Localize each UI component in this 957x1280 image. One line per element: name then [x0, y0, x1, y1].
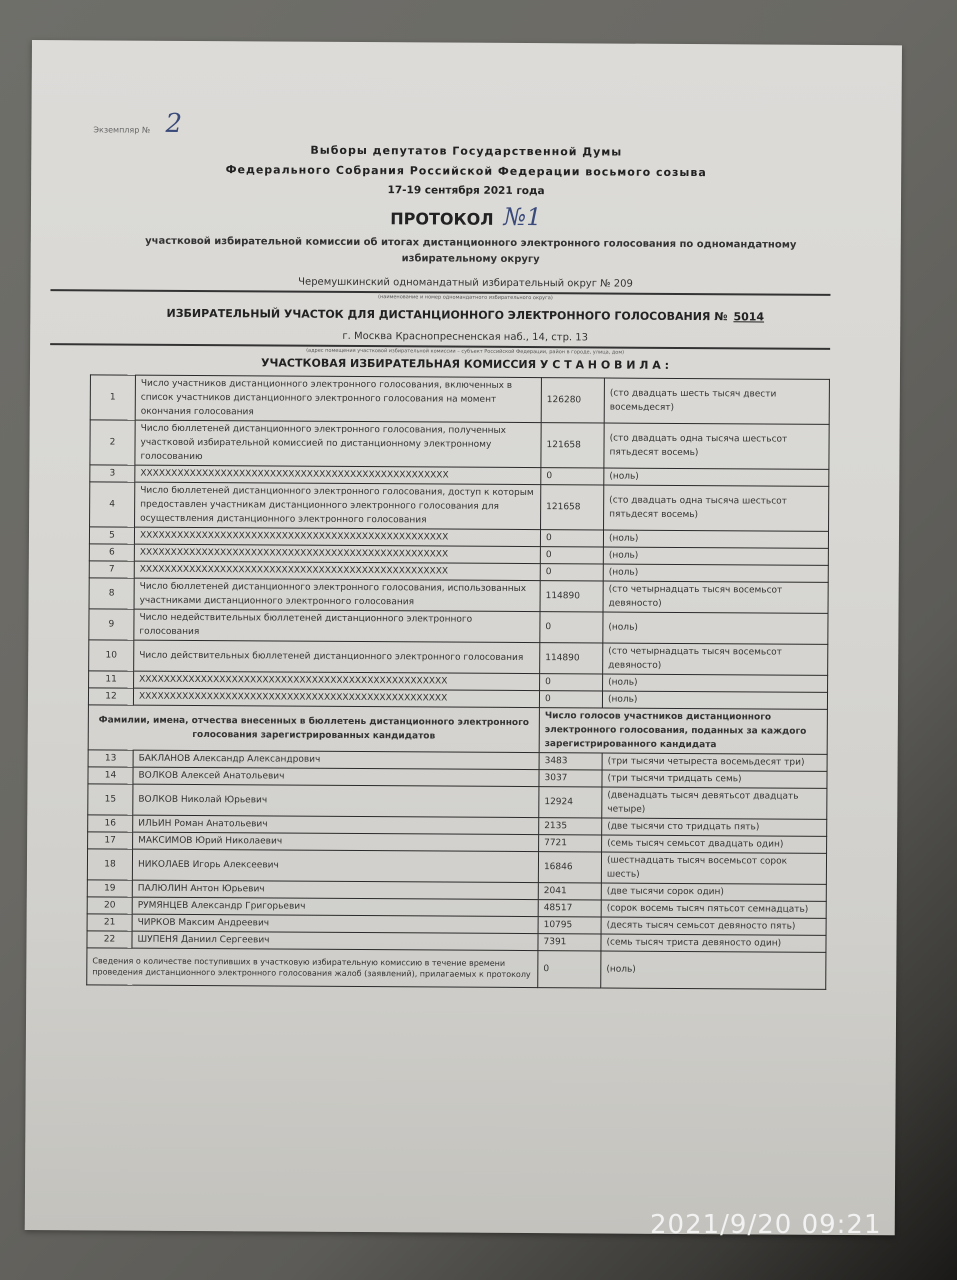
election-title-line1: Выборы депутатов Государственной Думы: [310, 143, 623, 159]
row-value-words: (сто четырнадцать тысяч восемьсот девяносто): [603, 643, 828, 675]
candidate-votes: 7721: [539, 835, 602, 852]
row-number: 6: [89, 544, 134, 561]
candidate-votes-words: (семь тысяч триста девяносто один): [601, 934, 826, 952]
row-number: 22: [87, 931, 132, 948]
candidate-name: БАКЛАНОВ Александр Александрович: [133, 750, 539, 769]
candidate-votes: 10795: [538, 917, 601, 934]
row-number: 20: [87, 897, 132, 914]
candidate-votes-words: (семь тысяч семьсот двадцать один): [602, 835, 827, 853]
candidates-header-row: [88, 705, 827, 755]
protocol-heading: [31, 200, 901, 233]
row-description: XXXXXXXXXXXXXXXXXXXXXXXXXXXXXXXXXXXXXXXXXXXXXXXXXX: [134, 527, 540, 546]
row-number: 18: [87, 849, 132, 880]
protocol-document: [25, 40, 902, 1235]
candidate-name: ВОЛКОВ Алексей Анатольевич: [133, 767, 539, 786]
protocol-title: ПРОТОКОЛ: [390, 209, 494, 229]
candidate-votes-words: (десять тысяч семьсот девяносто пять): [601, 917, 826, 935]
candidate-name: МАКСИМОВ Юрий Николаевич: [133, 832, 539, 851]
row-value: 0: [541, 468, 604, 485]
station-label: ИЗБИРАТЕЛЬНЫЙ УЧАСТОК ДЛЯ ДИСТАНЦИОННОГО ЭЛЕКТРОННОГО ГОЛОСОВАНИЯ №: [166, 306, 728, 324]
complaints-row: [87, 948, 826, 990]
row-number: 3: [90, 465, 135, 482]
candidate-name: ПАЛЮЛИН Антон Юрьевич: [132, 880, 538, 899]
candidate-votes-words: (две тысячи сорок один): [601, 883, 826, 901]
election-title-line2: Федерального Собрания Российской Федерации восьмого созыва: [225, 163, 707, 180]
station-address: г. Москва Краснопресненская наб., 14, стр. 13: [342, 330, 589, 344]
candidate-name: ЧИРКОВ Максим Андреевич: [132, 914, 538, 933]
commission-established-heading: УЧАСТКОВАЯ ИЗБИРАТЕЛЬНАЯ КОМИССИЯ У С Т А Н О В И Л А :: [261, 356, 670, 372]
row-value: 114890: [540, 581, 603, 612]
candidate-name: ВОЛКОВ Николай Юрьевич: [133, 784, 539, 817]
table-row: [90, 482, 829, 532]
row-value: 0: [540, 547, 603, 564]
row-number: 7: [89, 561, 134, 578]
table-row: [90, 375, 829, 425]
row-value: 0: [540, 530, 603, 547]
copy-number-handwritten: 2: [165, 108, 183, 139]
candidate-votes-words: (двенадцать тысяч девятьсот двадцать четыре): [602, 787, 827, 819]
row-value: 0: [540, 612, 603, 643]
row-value: 121658: [541, 485, 604, 530]
row-value: 0: [539, 691, 602, 708]
candidate-votes-words: (две тысячи сто тридцать пять): [602, 818, 827, 836]
candidate-votes: 2041: [538, 883, 601, 900]
protocol-table: [86, 374, 830, 990]
election-dates: 17-19 сентября 2021 года: [387, 184, 545, 198]
candidate-name: ИЛЬИН Роман Анатольевич: [133, 815, 539, 834]
table-row: [89, 640, 828, 676]
row-description: Число бюллетеней дистанционного электронного голосования, использованных участниками дистанционного электронного голосования: [134, 578, 540, 611]
row-description: XXXXXXXXXXXXXXXXXXXXXXXXXXXXXXXXXXXXXXXXXXXXXXXXXX: [135, 465, 541, 484]
copy-label: Экземпляр №: [93, 125, 151, 135]
row-description: XXXXXXXXXXXXXXXXXXXXXXXXXXXXXXXXXXXXXXXXXXXXXXXXXX: [134, 544, 540, 563]
row-value-words: (ноль): [603, 530, 828, 548]
row-number: 4: [90, 482, 135, 527]
row-number: 2: [90, 420, 135, 465]
row-value: 121658: [541, 423, 604, 468]
row-number: 12: [88, 688, 133, 705]
row-number: 16: [88, 815, 133, 832]
protocol-subtitle: участковой избирательной комиссии об итогах дистанционного электронного голосования по одномандатному избирательному округу: [145, 235, 797, 266]
row-number: 5: [89, 527, 134, 544]
row-number: 14: [88, 767, 133, 784]
candidate-name: ШУПЕНЯ Даниил Сергеевич: [132, 931, 538, 950]
row-number: 9: [89, 609, 134, 640]
candidate-votes: 48517: [538, 900, 601, 917]
row-value-words: (ноль): [604, 468, 829, 486]
row-number: 1: [90, 375, 135, 420]
candidate-votes-words: (три тысячи четыреста восемьдесят три): [602, 753, 827, 771]
row-description: XXXXXXXXXXXXXXXXXXXXXXXXXXXXXXXXXXXXXXXXXXXXXXXXXX: [134, 671, 540, 690]
candidate-votes: 3037: [539, 770, 602, 787]
row-value: 126280: [541, 378, 604, 423]
table-row: [90, 420, 829, 470]
row-value-words: (сто двадцать одна тысяча шестьсот пятьдесят восемь): [604, 423, 829, 469]
candidate-votes: 2135: [539, 818, 602, 835]
candidate-name: НИКОЛАЕВ Игорь Алексеевич: [132, 849, 538, 882]
complaints-value: 0: [538, 951, 601, 988]
row-number: 8: [89, 578, 134, 609]
row-description: XXXXXXXXXXXXXXXXXXXXXXXXXXXXXXXXXXXXXXXXXXXXXXXXXX: [134, 561, 540, 580]
row-description: Число бюллетеней дистанционного электронного голосования, доступ к которым предоставлен участникам дистанционного электронного голосования для осуществления дистанционного электронного голосования: [135, 482, 541, 529]
row-value-words: (ноль): [603, 564, 828, 582]
protocol-number-handwritten: №1: [503, 202, 542, 232]
row-value-words: (ноль): [603, 547, 828, 565]
candidate-votes: 3483: [539, 753, 602, 770]
row-number: 17: [88, 832, 133, 849]
row-description: Число недействительных бюллетеней дистанционного электронного голосования: [134, 609, 540, 642]
row-value: 114890: [540, 643, 603, 674]
row-value: 0: [540, 674, 603, 691]
candidate-votes-words: (три тысячи тридцать семь): [602, 770, 827, 788]
row-value-words: (сто двадцать одна тысяча шестьсот пятьдесят восемь): [604, 485, 829, 531]
station-number: 5014: [733, 310, 765, 324]
row-value: 0: [540, 564, 603, 581]
row-number: 11: [89, 671, 134, 688]
candidate-votes: 16846: [538, 852, 601, 883]
address-caption: (адрес помещения участковой избирательной комиссии – субъект Российской Федерации, район в городе, улица, дом): [306, 347, 625, 356]
district-caption: (наименование и номер одномандатного избирательного округа): [378, 294, 553, 302]
district-name: Черемушкинский одномандатный избирательный округ № 209: [298, 276, 633, 290]
candidate-row: [87, 849, 826, 885]
candidate-votes: 12924: [539, 787, 602, 818]
row-number: 21: [87, 914, 132, 931]
row-description: XXXXXXXXXXXXXXXXXXXXXXXXXXXXXXXXXXXXXXXXXXXXXXXXXX: [133, 688, 539, 707]
candidate-name: РУМЯНЦЕВ Александр Григорьевич: [132, 897, 538, 916]
candidate-row: [88, 784, 827, 820]
row-value-words: (ноль): [603, 674, 828, 692]
candidate-votes-words: (шестнадцать тысяч восемьсот сорок шесть): [601, 852, 826, 884]
row-value-words: (ноль): [603, 612, 828, 644]
row-number: 10: [89, 640, 134, 671]
photo-timestamp: 2021/9/20 09:21: [650, 1210, 882, 1240]
row-value-words: (сто четырнадцать тысяч восемьсот девяносто): [603, 581, 828, 613]
table-row: [89, 609, 828, 645]
table-row: [89, 578, 828, 614]
row-number: 15: [88, 784, 133, 815]
candidate-votes: 7391: [538, 934, 601, 951]
row-value-words: (сто двадцать шесть тысяч двести восемьдесят): [604, 378, 829, 424]
row-number: 19: [87, 880, 132, 897]
candidates-names-header: Фамилии, имена, отчества внесенных в бюллетень дистанционного электронного голосования зарегистрированных кандидатов: [88, 705, 539, 753]
row-description: Число участников дистанционного электронного голосования, включенных в список участников дистанционного электронного голосования на момент окончания голосования: [135, 375, 541, 422]
complaints-description: Сведения о количестве поступивших в участковую избирательную комиссию в течение времени проведения дистанционного электронного голосования жалоб (заявлений), прилагаемых к протоколу: [87, 948, 538, 988]
row-description: Число бюллетеней дистанционного электронного голосования, полученных участковой избирательной комиссией по дистанционному электронному голосованию: [135, 420, 541, 467]
candidates-votes-header: Число голосов участников дистанционного электронного голосования, поданных за каждого зарегистрированного кандидата: [539, 708, 827, 755]
row-value-words: (ноль): [602, 691, 827, 709]
polling-station: [30, 306, 900, 324]
row-number: 13: [88, 750, 133, 767]
complaints-value-words: (ноль): [601, 951, 826, 989]
candidate-votes-words: (сорок восемь тысяч пятьсот семнадцать): [601, 900, 826, 918]
row-description: Число действительных бюллетеней дистанционного электронного голосования: [134, 640, 540, 673]
